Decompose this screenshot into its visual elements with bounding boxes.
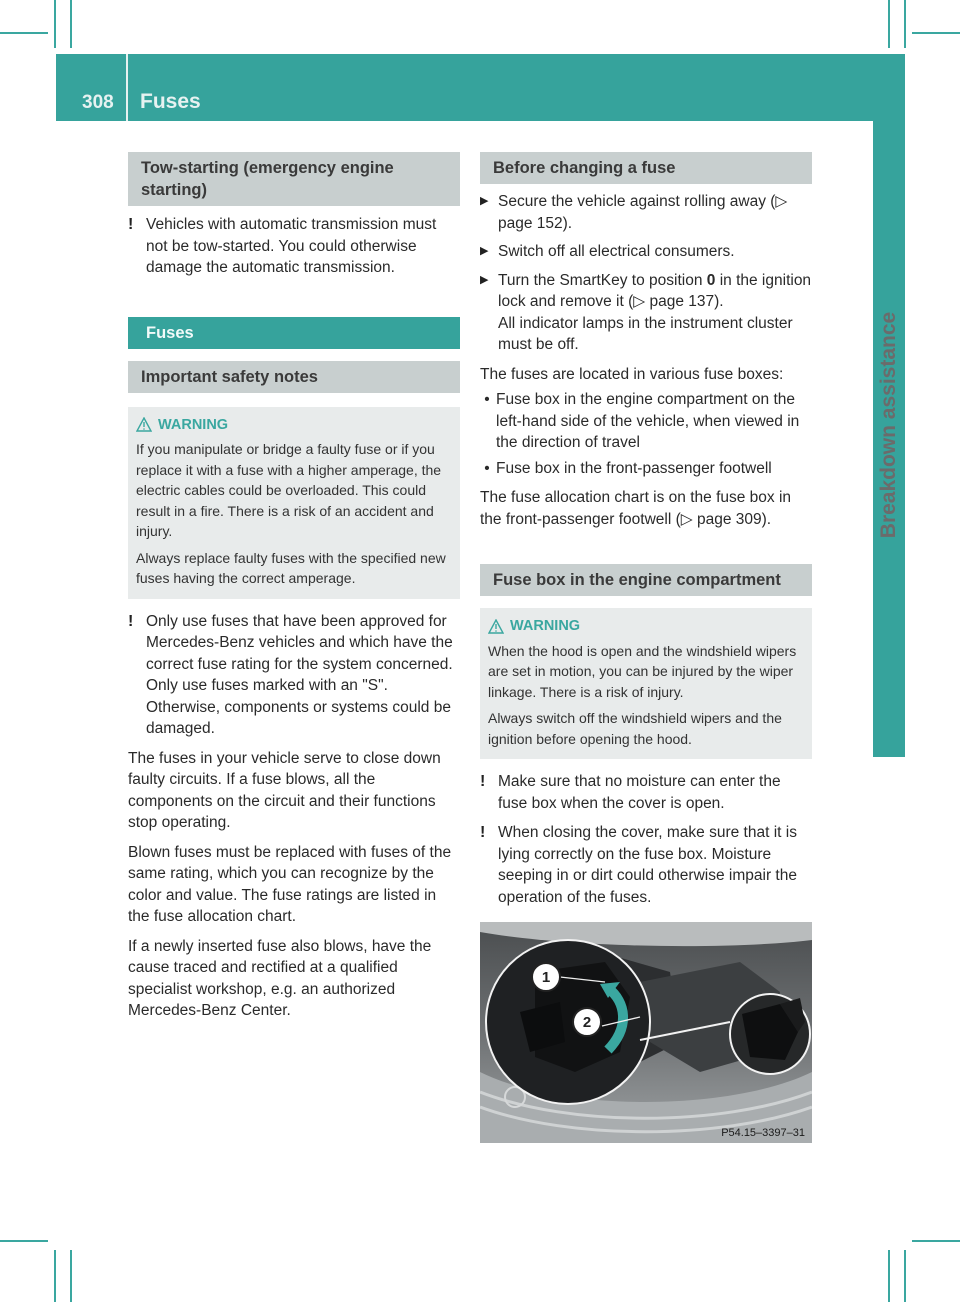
exclamation-icon: ! xyxy=(128,216,134,233)
warning-triangle-icon xyxy=(136,417,152,432)
step-arrow-icon: ▶ xyxy=(480,195,489,207)
heading-fuses: Fuses xyxy=(128,317,460,349)
list-item: • Fuse box in the engine compartment on the left-hand side of the vehicle, when viewed in the direction of travel xyxy=(480,389,812,454)
heading-safety-notes: Important safety notes xyxy=(128,361,460,393)
crop-mark xyxy=(0,1240,48,1242)
notice-approved-fuses: ! Only use fuses that have been approved for Mercedes-Benz vehicles and which have the correct fuse rating for the system concerned. Only use fuses marked with an "S". Otherwise, components or systems could be damaged. xyxy=(128,611,460,740)
crop-mark xyxy=(912,1240,960,1242)
right-column xyxy=(480,152,812,1143)
crop-mark xyxy=(70,0,72,48)
crop-mark xyxy=(904,0,906,48)
step-arrow-icon: ▶ xyxy=(480,273,489,286)
engine-fuse-box-photo xyxy=(480,922,812,1143)
warning-triangle-icon xyxy=(488,619,504,634)
crop-mark xyxy=(904,1250,906,1302)
paragraph: The fuses in your vehicle serve to close down faulty circuits. If a fuse blows, all the components on the circuit and their functions stop operating. xyxy=(128,749,441,831)
warning-box-wipers xyxy=(480,608,812,759)
crop-mark xyxy=(54,0,56,48)
crop-mark xyxy=(912,32,960,34)
heading-before-changing: Before changing a fuse xyxy=(480,152,812,184)
crop-mark xyxy=(54,1250,56,1302)
paragraph: Blown fuses must be replaced with fuses of the same rating, which you can recognize by the color and value. The fuse ratings are listed in the fuse allocation chart. xyxy=(128,843,452,925)
exclamation-icon: ! xyxy=(480,824,486,841)
crop-mark xyxy=(70,1250,72,1302)
exclamation-icon: ! xyxy=(480,773,486,790)
step: ▶ Switch off all electrical consumers. xyxy=(480,241,812,263)
header-divider xyxy=(126,54,128,121)
list-item: • Fuse box in the front-passenger footwell xyxy=(480,458,812,480)
chapter-label: Breakdown assistance xyxy=(877,311,900,539)
step-arrow-icon: ▶ xyxy=(480,245,489,257)
notice-cover: ! When closing the cover, make sure that it is lying correctly on the fuse box. Moisture seeping in or dirt could otherwise impair the operation of the fuses. xyxy=(480,822,812,908)
step: ▶ Secure the vehicle against rolling away (▷ page 152). xyxy=(480,191,812,234)
bullet-icon: • xyxy=(484,459,490,477)
warning-text: Always replace faulty fuses with the specified new fuses having the correct amperage. xyxy=(136,549,446,586)
crop-mark xyxy=(888,1250,890,1302)
left-column xyxy=(128,152,460,1022)
engine-compartment-illustration xyxy=(480,922,812,1143)
warning-header: WARNING xyxy=(488,616,802,637)
step: ▶ Turn the SmartKey to position 0 in the ignition lock and remove it (▷ page 137). All indicator lamps in the instrument cluster must be off. xyxy=(480,270,812,356)
warning-box-fuses xyxy=(128,407,460,599)
notice-moisture: ! Make sure that no moisture can enter the fuse box when the cover is open. xyxy=(480,771,812,814)
image-code: P54.15–3397–31 xyxy=(721,1127,805,1139)
paragraph: If a newly inserted fuse also blows, have the cause traced and rectified at a qualified specialist workshop, e.g. an authorized Mercedes-Benz Center. xyxy=(128,937,432,1019)
bullet-icon: • xyxy=(484,391,490,408)
callout-2: 2 xyxy=(582,1014,592,1031)
heading-tow-starting: Tow-starting (emergency engine starting) xyxy=(128,152,460,206)
heading-engine-fuse-box: Fuse box in the engine compartment xyxy=(480,564,812,596)
crop-mark xyxy=(888,0,890,48)
warning-text: When the hood is open and the windshield wipers are set in motion, you can be injured by the wiper linkage. There is a risk of injury. xyxy=(488,642,797,700)
warning-text: If you manipulate or bridge a faulty fuse or if you replace it with a fuse with a higher amperage, the electric cables could be overloaded. This could result in a fire. There is a risk of an accident and injury. xyxy=(136,441,442,539)
page-number: 308 xyxy=(82,92,114,113)
paragraph: The fuses are located in various fuse boxes: xyxy=(480,365,784,383)
exclamation-icon: ! xyxy=(128,612,134,630)
callout-1: 1 xyxy=(541,969,551,986)
section-title: Fuses xyxy=(140,90,201,113)
paragraph: The fuse allocation chart is on the fuse box in the front-passenger footwell (▷ page 309). xyxy=(480,489,792,528)
warning-header: WARNING xyxy=(136,415,450,436)
crop-mark xyxy=(0,32,48,34)
warning-text: Always switch off the windshield wipers and the ignition before opening the hood. xyxy=(488,710,782,747)
notice-tow-starting: ! Vehicles with automatic transmission must not be tow-started. You could otherwise damage the automatic transmission. xyxy=(128,214,460,279)
